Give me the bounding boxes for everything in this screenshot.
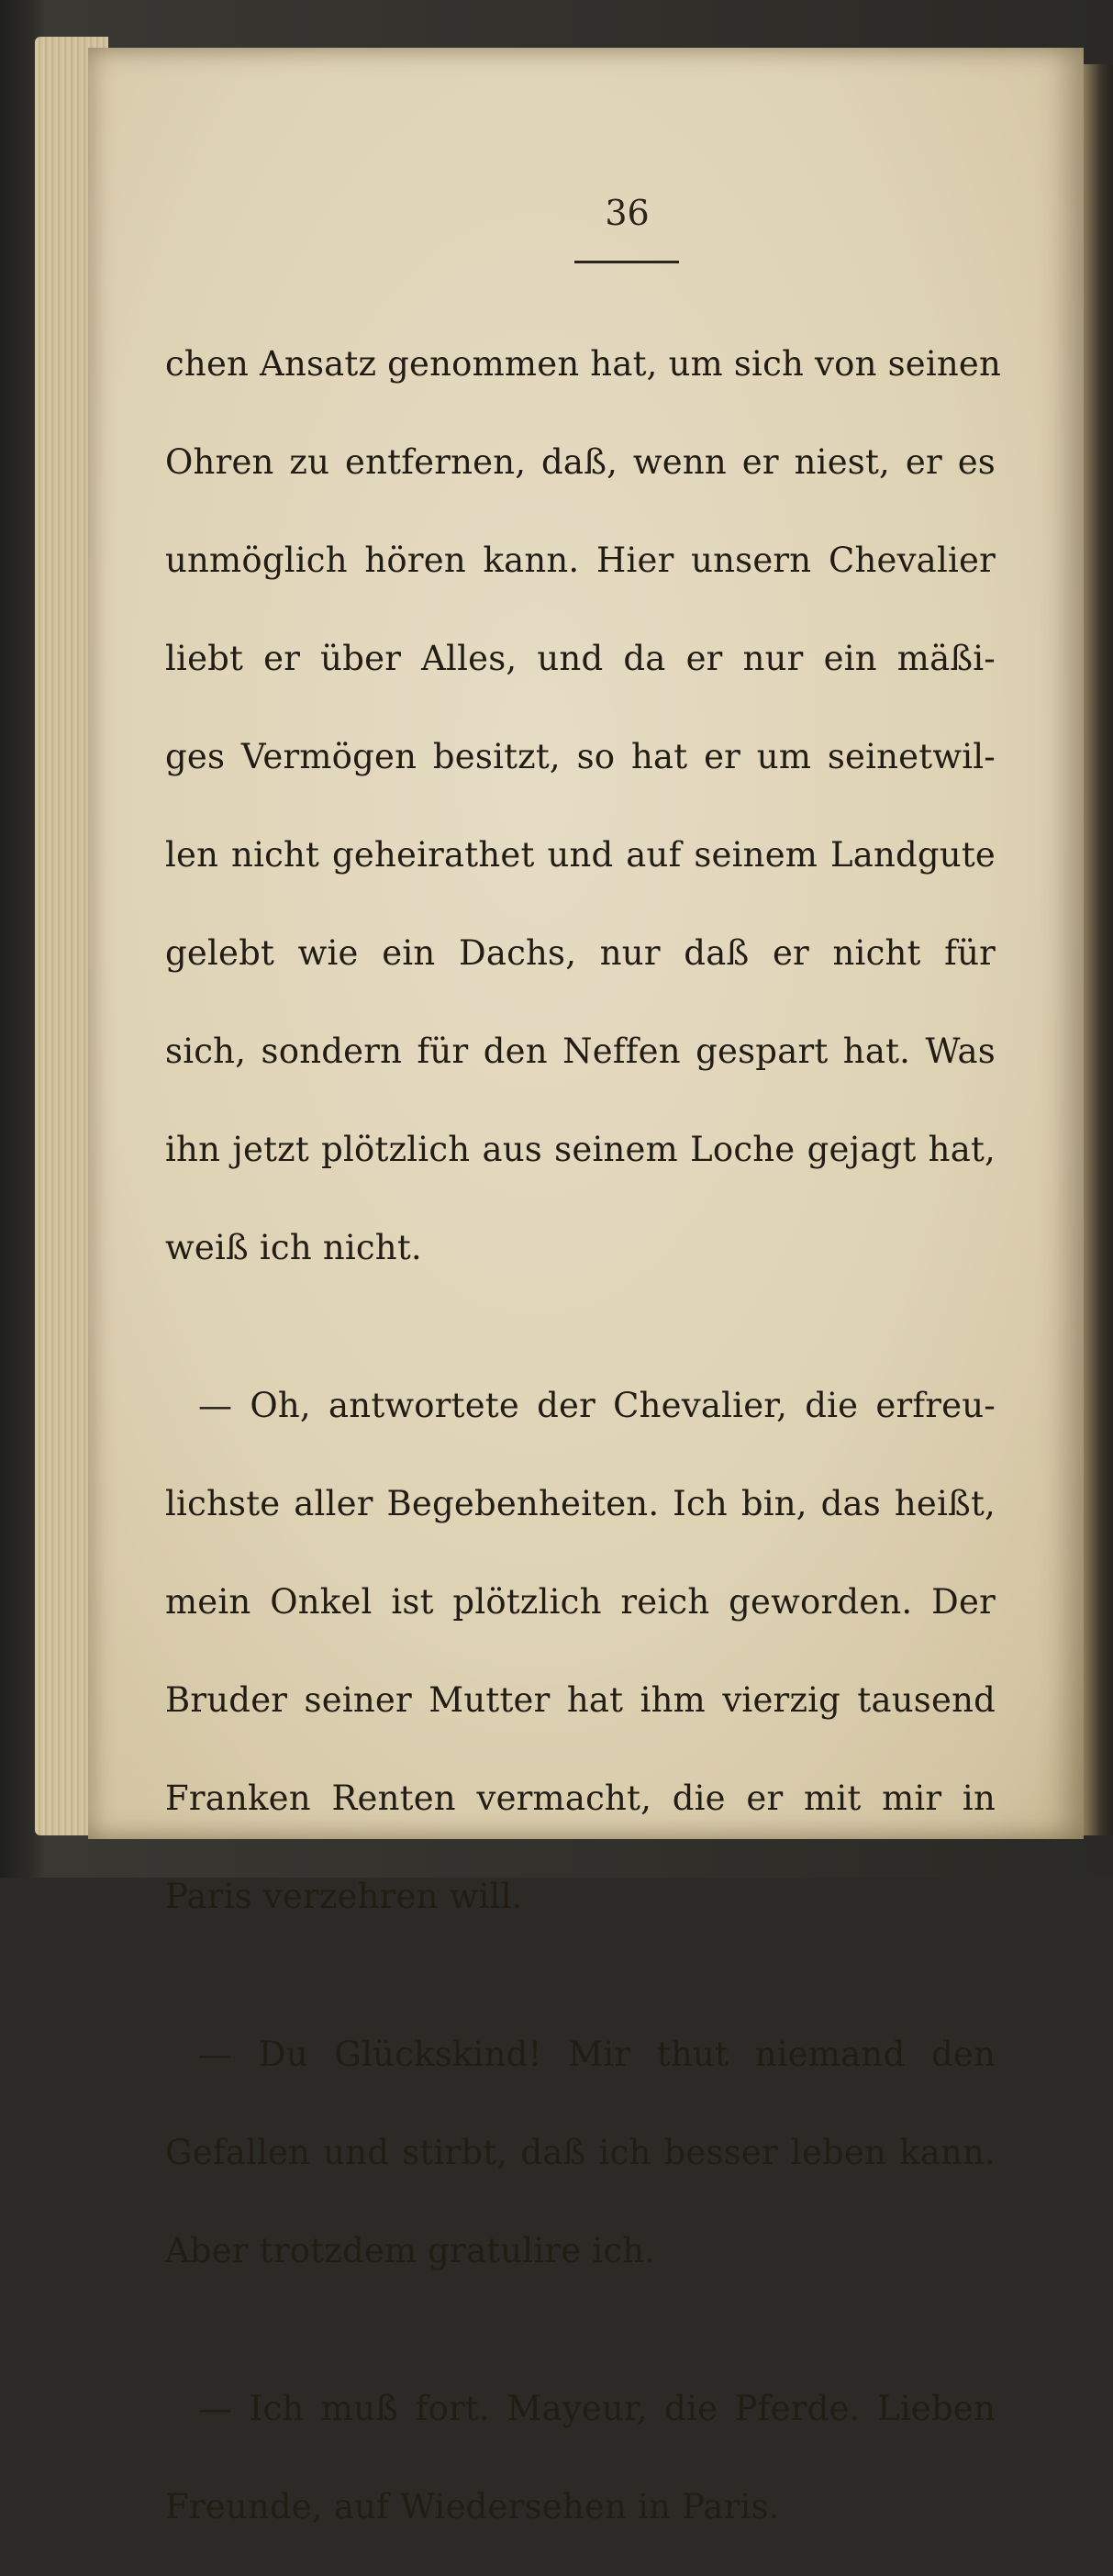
text-line: unmöglich hören kann. Hier unsern Chevalier [165, 541, 996, 580]
text-line: gelebt wie ein Dachs, nur daß er nicht für [165, 933, 996, 973]
page-text [165, 296, 1002, 2576]
header-rule [574, 261, 679, 263]
text-line: lichste aller Begebenheiten. Ich bin, das heißt, [165, 1484, 996, 1523]
paragraph-3 [165, 1986, 996, 2320]
text-line: ihn jetzt plötzlich aus seinem Loche gejagt hat, [165, 1130, 996, 1169]
text-line: chen Ansatz genommen hat, um sich von seinen [165, 344, 1002, 384]
text-line: — Du Glückskind! Mir thut niemand den [198, 2035, 996, 2074]
text-line: Ohren zu entfernen, daß, wenn er niest, er es [165, 442, 996, 482]
text-line: len nicht geheirathet und auf seinem Landgute [165, 835, 996, 875]
text-line: — Oh, antwortete der Chevalier, die erfreu- [198, 1386, 996, 1425]
binding-edge [1084, 64, 1113, 1835]
text-line: ges Vermögen besitzt, so hat er um seinetwil- [165, 737, 996, 776]
text-line: Gefallen und stirbt, daß ich besser leben kann. [165, 2133, 996, 2172]
text-line: Franken Renten vermacht, die er mit mir in [165, 1779, 996, 1818]
paragraph-2 [165, 1337, 996, 1966]
text-line: mein Onkel ist plötzlich reich geworden. Der [165, 1582, 996, 1622]
text-line: Aber trotzdem gratulire ich. [165, 2231, 656, 2270]
text-line: — Ich muß fort. Mayeur, die Pferde. Lieben [198, 2389, 996, 2428]
text-line: liebt er über Alles, und da er nur ein mäßi- [165, 639, 996, 678]
text-line: weiß ich nicht. [165, 1228, 422, 1267]
text-line: Freunde, auf Wiedersehen in Paris. [165, 2487, 780, 2526]
page-number: 36 [605, 193, 650, 233]
text-line: Paris verzehren will. [165, 1877, 523, 1916]
text-line: Bruder seiner Mutter hat ihm vierzig tausend [165, 1680, 996, 1720]
text-line: sich, sondern für den Neffen gespart hat. Was [165, 1032, 996, 1071]
paragraph-4 [165, 2340, 996, 2576]
paragraph-1 [165, 296, 1002, 1317]
